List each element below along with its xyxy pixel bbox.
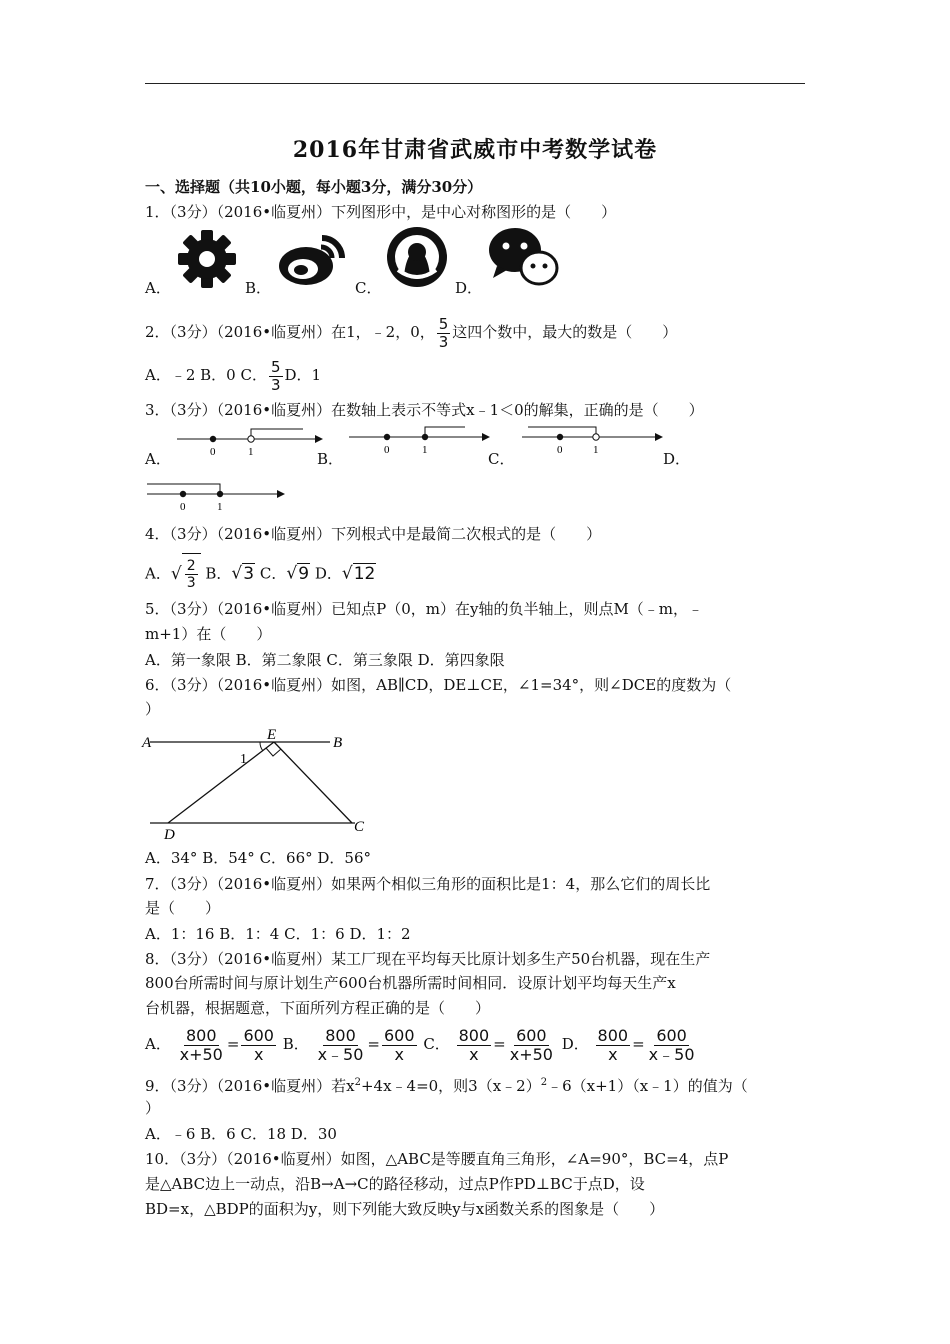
- q8-c-l-num: 800: [458, 1025, 490, 1045]
- q6-label-D: D: [164, 827, 175, 843]
- q6-figure: [140, 725, 380, 843]
- q4-opt-b-root: √3: [231, 563, 255, 584]
- q4-stem: 4．（3分）（2016•临夏州）下列根式中是最简二次根式的是（ ）: [145, 525, 602, 543]
- q9-line1b: +4x﹣4=0，则3（x﹣2）: [360, 1077, 541, 1095]
- q8-b-l-num: 800: [325, 1025, 356, 1045]
- q6-label-angle1: 1: [240, 752, 247, 767]
- q8-b-r-num: 600: [384, 1025, 415, 1045]
- q10-line2: 是△ABC边上一动点，沿B→A→C的路径移动，过点P作PD⊥BC于点D，设: [145, 1175, 645, 1193]
- q4-opt-a-root: √ $\frac{2}{3}$: [171, 564, 201, 584]
- q9-line2: ）: [145, 1099, 161, 1117]
- q5-options: A．第一象限 B．第二象限 C．第三象限 D．第四象限: [145, 651, 505, 669]
- q2-stem-a: 2．（3分）（2016•临夏州）在1，﹣2，0，: [145, 323, 435, 341]
- q2-fraction: [437, 314, 451, 351]
- q8-c-r-den: x+50: [509, 1044, 553, 1064]
- q4-opt-c-root: √9: [286, 563, 310, 584]
- q9-options: A．﹣6 B．6 C．18 D．30: [145, 1125, 337, 1143]
- q2-stem-b: 这四个数中，最大的数是（ ）: [452, 323, 678, 341]
- q4-opt-a-label: A．: [145, 564, 171, 583]
- q8-c-l-den: x: [469, 1044, 479, 1064]
- q8-d-right: [647, 1025, 697, 1064]
- q8-d-r-num: 600: [656, 1025, 687, 1045]
- gear-icon: [176, 228, 238, 290]
- q8-c-right: [508, 1025, 555, 1064]
- q2-opt-c-den: 3: [270, 375, 281, 394]
- q3-numberline-d: [145, 478, 290, 514]
- q3-numberline-b: [347, 425, 492, 459]
- q8-opt-a-label: A．: [145, 1035, 171, 1053]
- q1-label-c: C．: [355, 279, 382, 297]
- q8-d-l-num: 800: [597, 1025, 629, 1045]
- q3-numberline-a: [175, 425, 325, 459]
- top-rule: [145, 83, 805, 84]
- section-heading: 一、选择题（共10小题，每小题3分，满分30分）: [145, 178, 483, 196]
- q3-label-b: B．: [317, 450, 344, 468]
- q5-line1: 5．（3分）（2016•临夏州）已知点P（0，m）在y轴的负半轴上，则点M（﹣m，﹣: [145, 600, 704, 618]
- q2-opt-a: A．﹣2 B．0 C．: [145, 366, 267, 384]
- q2-opt-c-num: 5: [270, 357, 281, 376]
- q6-label-E: E: [267, 727, 277, 743]
- q2-opt-c-fraction: [269, 357, 283, 394]
- q2-frac-den: 3: [438, 332, 449, 351]
- q9-line1a: 9．（3分）（2016•临夏州）若x: [145, 1077, 355, 1095]
- q4-opt-d-label: D．: [314, 564, 342, 583]
- q1-label-d: D．: [455, 279, 483, 297]
- q1-stem: 1．（3分）（2016•临夏州）下列图形中，是中心对称图形的是（ ）: [145, 203, 617, 221]
- q8-a-l-num: 800: [185, 1025, 217, 1045]
- q8-opt-b-label: B．: [282, 1035, 309, 1053]
- q6-label-B: B: [333, 735, 343, 751]
- q2-opt-b: D．1: [284, 366, 322, 384]
- q9-sup-b: 2: [540, 1077, 548, 1088]
- wechat-icon: [487, 226, 559, 288]
- q8-a-r-den: x: [253, 1044, 264, 1064]
- qq-icon: [386, 226, 448, 288]
- q8-line3: 台机器，根据题意，下面所列方程正确的是（ ）: [145, 999, 491, 1017]
- q8-line2: 800台所需时间与原计划生产600台机器所需时间相同．设原计划平均每天生产x: [145, 974, 676, 992]
- q8-opt-c-label: C．: [423, 1035, 450, 1053]
- q10-line3: BD=x，△BDP的面积为y，则下列能大致反映y与x函数关系的图象是（ ）: [145, 1200, 665, 1218]
- q1-label-a: A．: [145, 279, 171, 297]
- q3-label-d: D．: [663, 450, 691, 468]
- q8-a-r-num: 600: [243, 1025, 274, 1045]
- q2-stem: [145, 312, 677, 352]
- weibo-icon: [276, 232, 348, 288]
- q9-sup-a: 2: [354, 1077, 361, 1088]
- q8-b-right: [382, 1025, 417, 1064]
- q4-opt-d-root: √12: [341, 563, 376, 584]
- q3-b-tick-0: 0: [384, 444, 390, 456]
- q3-d-tick-1: 1: [217, 501, 223, 513]
- q8-d-left: [596, 1025, 631, 1064]
- q6-options: A．34° B．54° C．66° D．56°: [145, 849, 372, 867]
- q1-label-b: B．: [245, 279, 272, 297]
- q2-frac-num: 5: [438, 314, 449, 333]
- q4-a-num: 2: [186, 557, 196, 574]
- q7-line1: 7．（3分）（2016•临夏州）如果两个相似三角形的面积比是1：4，那么它们的周长比: [145, 875, 711, 893]
- q3-numberline-c: [520, 425, 665, 459]
- q3-label-a: A．: [145, 450, 171, 468]
- q9-line1c: ﹣6（x+1）（x﹣1）的值为（: [547, 1077, 748, 1095]
- q4-opt-c-label: C．: [259, 564, 287, 583]
- q8-c-left: [457, 1025, 492, 1064]
- q8-opt-d-label: D．: [561, 1035, 589, 1053]
- q3-a-tick-0: 0: [210, 446, 216, 458]
- q3-label-c: C．: [488, 450, 515, 468]
- q8-a-left: [178, 1025, 225, 1064]
- q6-line2: ）: [145, 700, 161, 718]
- q3-stem: 3．（3分）（2016•临夏州）在数轴上表示不等式x﹣1＜0的解集，正确的是（ ）: [145, 401, 704, 419]
- q2-options: [145, 355, 321, 395]
- q5-line2: m+1）在（ ）: [145, 625, 272, 643]
- q4-a-den: 3: [186, 574, 196, 591]
- q3-c-tick-0: 0: [557, 444, 563, 456]
- q3-c-tick-1: 1: [593, 444, 599, 456]
- q9-line1: [145, 1073, 748, 1096]
- q7-line2: 是（ ）: [145, 899, 221, 917]
- q3-d-tick-0: 0: [180, 501, 186, 513]
- q8-b-l-den: x﹣50: [317, 1044, 364, 1064]
- q8-line1: 8．（3分）（2016•临夏州）某工厂现在平均每天比原计划多生产50台机器，现在生产: [145, 950, 711, 968]
- q8-d-l-den: x: [608, 1044, 618, 1064]
- q6-label-A: A: [142, 735, 152, 751]
- q4-options: [145, 553, 376, 594]
- q7-options: A．1：16 B．1：4 C．1：6 D．1：2: [145, 925, 411, 943]
- q4-opt-b-label: B．: [205, 564, 232, 583]
- q6-line1: 6．（3分）（2016•临夏州）如图，AB∥CD，DE⊥CE，∠1=34°，则∠DCE的度数为（: [145, 676, 732, 694]
- q8-d-r-den: x﹣50: [648, 1044, 695, 1064]
- q4-d-rad: 12: [353, 563, 376, 584]
- q8-a-l-den: x+50: [179, 1044, 223, 1064]
- q8-a-right: [241, 1025, 276, 1064]
- q6-label-C: C: [354, 819, 365, 835]
- q8-b-left: [316, 1025, 366, 1064]
- q8-options: A． $\frac{800}{x+50}$ = $\frac{600}{x}$ B． $\frac{800}{x﹣50}$ = $\frac{600}{x}$ C． $\frac{800}{x}$ = $\frac{600}{x+50}$ D． $\frac{800}{x}$ = $\frac{600}{x﹣50}$: [145, 1025, 695, 1064]
- q10-line1: 10．（3分）（2016•临夏州）如图，△ABC是等腰直角三角形，∠A=90°，BC=4，点P: [145, 1150, 729, 1168]
- q8-b-r-den: x: [394, 1044, 404, 1064]
- q3-a-tick-1: 1: [248, 446, 254, 458]
- q4-b-rad: 3: [243, 563, 255, 584]
- page-title: 2016年甘肃省武威市中考数学试卷: [292, 137, 658, 163]
- q3-b-tick-1: 1: [422, 444, 428, 456]
- q4-c-rad: 9: [298, 563, 310, 584]
- q8-c-r-num: 600: [516, 1025, 547, 1045]
